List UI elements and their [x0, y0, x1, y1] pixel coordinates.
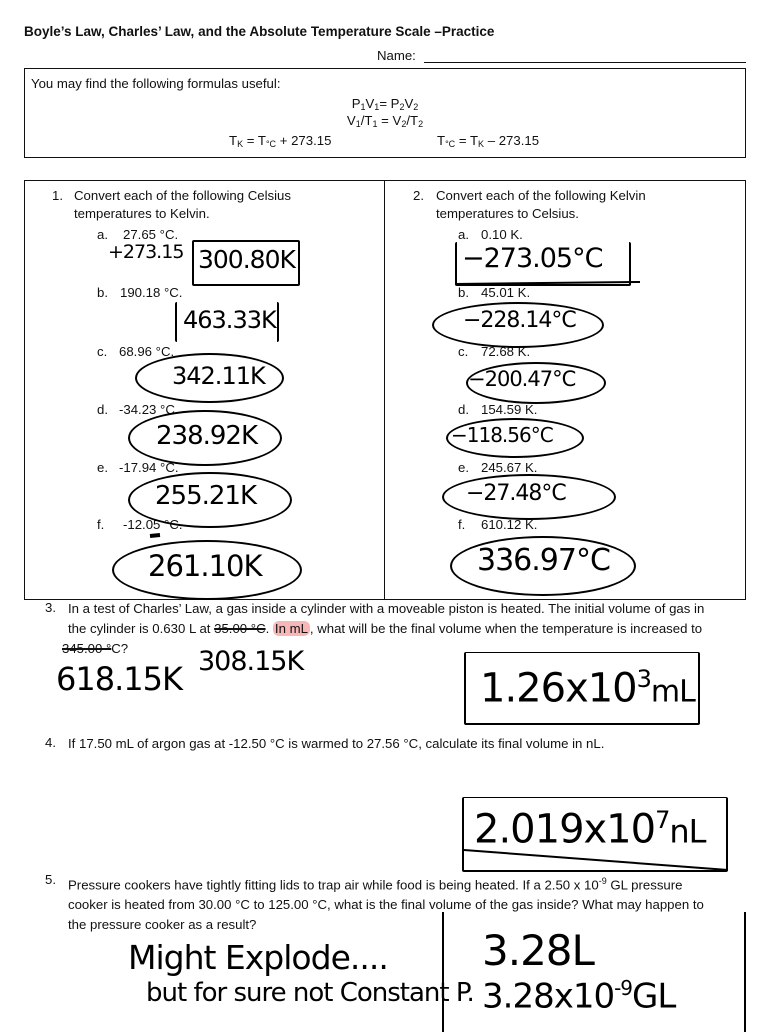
q1-number: 1.	[52, 188, 63, 203]
q1-item-b-value: 190.18 °C.	[120, 285, 183, 300]
q2-e-answer: −27.48°C	[466, 481, 566, 506]
q1-item-c-value: 68.96 °C.	[119, 344, 175, 359]
q2-a-answer: −273.05°C	[462, 243, 603, 274]
q4-number: 4.	[45, 735, 56, 750]
q1-item-a-value: 27.65 °C.	[123, 227, 179, 242]
q4-box-tail	[464, 850, 728, 870]
q3-work-final-kelvin: 618.15K	[56, 660, 182, 698]
q2-d-answer: −118.56°C	[451, 423, 553, 447]
q3-work-initial-kelvin: 308.15K	[198, 646, 304, 677]
q3-line2: the cylinder is 0.630 L at 35.00 °C. In mL , what will be the final volume when the temperature is increased to	[68, 621, 703, 636]
q1-item-f-value: -12.05 °C.	[123, 517, 183, 532]
charles-formula: $V_1/T_1 = V_2/T_2$	[346, 113, 424, 129]
celsius-conversion-formula: $T_{^\circ C} = T_K - 273.15$	[437, 133, 540, 149]
q2-b-answer: −228.14°C	[463, 308, 576, 333]
q5-number: 5.	[45, 872, 56, 887]
q1-line2: temperatures to Kelvin.	[74, 206, 210, 221]
q5-line3: the pressure cooker as a result?	[68, 917, 257, 933]
q3-highlight: In mL	[274, 621, 308, 636]
q2-item-d-value: 154.59 K.	[481, 402, 538, 417]
q5-answer-liters: 3.28L	[482, 926, 594, 975]
q2-item-e-letter: e.	[458, 460, 469, 475]
q3-answer: $1.26x10^3mL$	[480, 665, 695, 712]
q2-item-c-value: 72.68 K.	[481, 344, 531, 359]
q1-item-e-letter: e.	[97, 460, 108, 475]
q1-line1: Convert each of the following Celsius	[74, 188, 291, 203]
worksheet-title: Boyle’s Law, Charles’ Law, and the Absolute Temperature Scale –Practice	[24, 24, 495, 39]
q2-line1: Convert each of the following Kelvin	[436, 188, 646, 203]
q2-number: 2.	[413, 188, 424, 203]
q1-item-a-letter: a.	[97, 227, 108, 242]
q2-item-f-value: 610.12 K.	[481, 517, 538, 532]
name-label: Name:	[377, 48, 416, 63]
q2-item-a-letter: a.	[458, 227, 469, 242]
q1-e-answer: 255.21K	[155, 481, 257, 511]
q5-note-explode: Might Explode....	[128, 938, 388, 977]
q1-item-d-value: -34.23 °C.	[119, 402, 179, 417]
q2-item-a-value: 0.10 K.	[481, 227, 523, 242]
q4-text: If 17.50 mL of argon gas at -12.50 °C is warmed to 27.56 °C, calculate its final volume in nL.	[68, 736, 605, 751]
q1-a-work-note: +273.15	[108, 241, 184, 263]
q5-answer-gigaliters: $3.28x10^{-9}GL$	[482, 976, 676, 1017]
q5-note-constant-pressure: but for sure not Constant P.	[146, 978, 474, 1008]
q1-f-answer: 261.10K	[148, 549, 262, 583]
q2-item-b-value: 45.01 K.	[481, 285, 531, 300]
q5-line2: cooker is heated from 30.00 °C to 125.00 °C, what is the final volume of the gas inside? What may happen to	[68, 897, 704, 913]
q2-f-answer: 336.97°C	[477, 543, 610, 578]
q1-f-dash-mark	[150, 535, 160, 536]
q2-item-d-letter: d.	[458, 402, 469, 417]
q1-c-answer: 342.11K	[172, 362, 265, 390]
q3-number: 3.	[45, 600, 56, 615]
q2-item-b-letter: b.	[458, 285, 469, 300]
kelvin-conversion-formula: $T_K = T_{^\circ C} + 273.15$	[229, 133, 332, 149]
q4-answer: $2.019x10^7nL$	[474, 806, 706, 853]
q2-item-c-letter: c.	[458, 344, 469, 359]
q5-line1: Pressure cookers have tightly fitting lids to trap air while food is being heated. If a 2.50 x $10^{-9}$ GL pressure	[68, 876, 683, 893]
q1-a-answer: 300.80K	[198, 245, 295, 274]
q2-item-e-value: 245.67 K.	[481, 460, 538, 475]
q3-line3: 345.00 °C?	[62, 641, 129, 656]
q2-a-underline	[455, 282, 640, 284]
q1-b-answer: 463.33K	[183, 306, 276, 334]
q1-item-e-value: -17.94 °C.	[119, 460, 179, 475]
q1-item-d-letter: d.	[97, 402, 108, 417]
q2-line2: temperatures to Celsius.	[436, 206, 579, 221]
q1-item-f-letter: f.	[97, 517, 105, 532]
q1-item-c-letter: c.	[97, 344, 108, 359]
q1-item-b-letter: b.	[97, 285, 108, 300]
q3-struck-final-temp: 345.00 °	[62, 641, 112, 656]
boyle-formula: $P_1V_1= P_2V_2$	[351, 96, 419, 112]
q1-d-answer: 238.92K	[156, 421, 258, 451]
q2-c-answer: −200.47°C	[468, 367, 576, 391]
formula-intro: You may find the following formulas useful:	[31, 76, 281, 91]
q3-line1: In a test of Charles’ Law, a gas inside a cylinder with a moveable piston is heated. The initial volume of gas in	[68, 601, 705, 616]
q3-struck-temp: 35.00 °C	[214, 621, 266, 636]
q2-item-f-letter: f.	[458, 517, 466, 532]
